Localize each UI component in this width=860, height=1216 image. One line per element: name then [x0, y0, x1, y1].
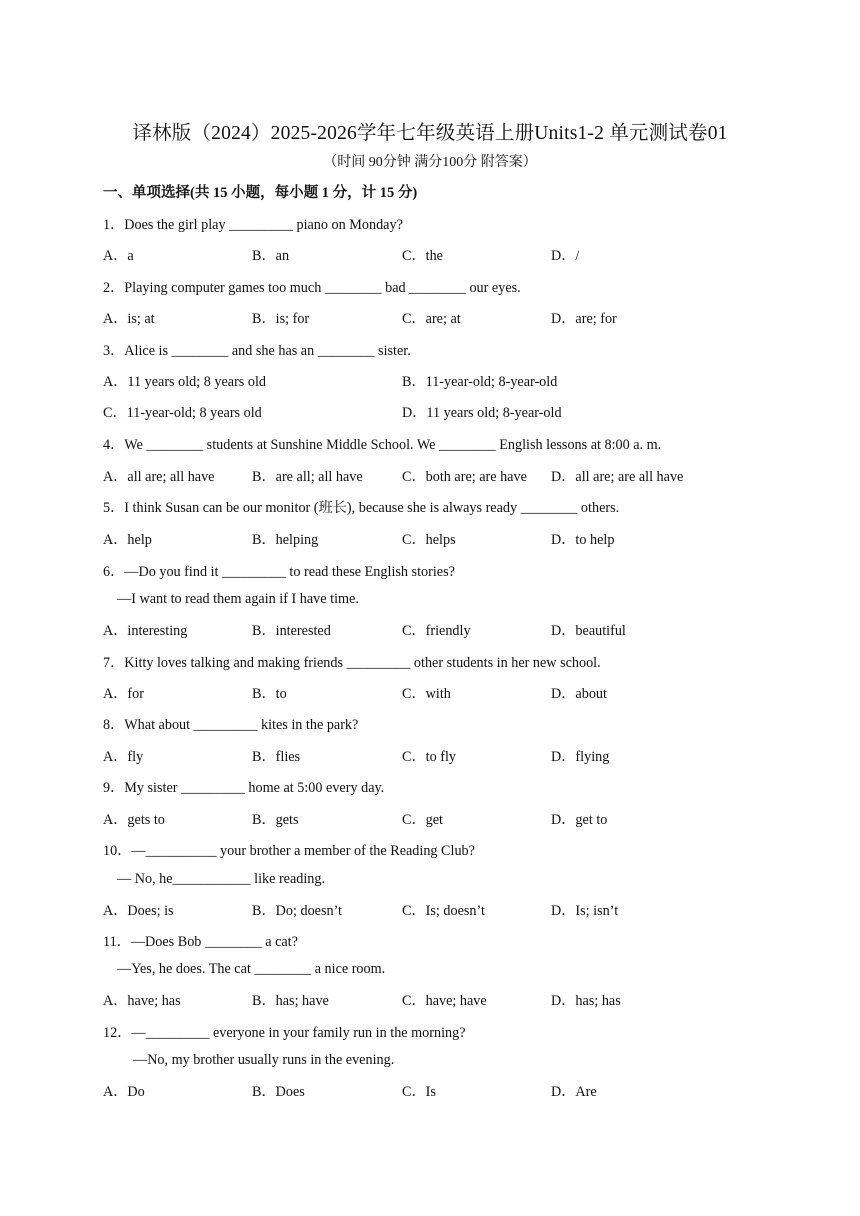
question-8-option-b: B．flies: [252, 749, 301, 765]
document-title: 译林版（2024）2025-2026学年七年级英语上册Units1-2 单元测试卷01: [132, 123, 728, 144]
question-9-option-d: D．get to: [551, 812, 608, 828]
question-11-option-d: D．has; has: [551, 993, 621, 1009]
question-6-option-d: D．beautiful: [551, 623, 626, 639]
question-3-option-a: A．11 years old; 8 years old: [103, 374, 266, 390]
question-12-option-d: D．Are: [551, 1084, 597, 1100]
question-6-reply: —I want to read them again if I have time.: [117, 591, 359, 607]
question-5-option-c: C．helps: [402, 532, 456, 548]
question-12-option-a: A．Do: [103, 1084, 145, 1100]
question-12-option-c: C．Is: [402, 1084, 436, 1100]
question-12-option-b: B．Does: [252, 1084, 305, 1100]
question-7-stem: 7．Kitty loves talking and making friends _________ other students in her new school.: [103, 655, 601, 671]
question-3-option-d: D．11 years old; 8-year-old: [402, 405, 562, 421]
question-5-option-d: D．to help: [551, 532, 615, 548]
section-heading: 一、单项选择(共 15 小题，每小题 1 分，计 15 分): [103, 185, 418, 201]
question-8-stem: 8．What about _________ kites in the park?: [103, 717, 359, 733]
question-5-stem: 5．I think Susan can be our monitor (班长), because she is always ready ________ others.: [103, 500, 620, 516]
question-7-option-b: B．to: [252, 686, 287, 702]
question-9-option-a: A．gets to: [103, 812, 165, 828]
question-12-stem: 12．—_________ everyone in your family run in the morning?: [103, 1025, 466, 1041]
question-1-option-a: A．a: [103, 248, 134, 264]
question-4-option-b: B．are all; all have: [252, 469, 363, 485]
question-6-option-b: B．interested: [252, 623, 331, 639]
question-1-stem: 1．Does the girl play _________ piano on Monday?: [103, 217, 403, 233]
question-10-reply: — No, he___________ like reading.: [117, 871, 326, 887]
question-4-option-a: A．all are; all have: [103, 469, 215, 485]
question-11-option-b: B．has; have: [252, 993, 329, 1009]
question-2-option-c: C．are; at: [402, 311, 461, 327]
question-4-stem: 4．We ________ students at Sunshine Middle School. We ________ English lessons at 8:00 a. m.: [103, 437, 662, 453]
question-11-option-a: A．have; has: [103, 993, 181, 1009]
question-7-option-d: D．about: [551, 686, 607, 702]
question-3-option-b: B．11-year-old; 8-year-old: [402, 374, 558, 390]
question-11-stem: 11．—Does Bob ________ a cat?: [103, 934, 298, 950]
question-10-option-b: B．Do; doesn’t: [252, 903, 342, 919]
document-subtitle: （时间 90分钟 满分100分 附答案）: [323, 155, 537, 170]
question-6-option-c: C．friendly: [402, 623, 471, 639]
question-12-reply: —No, my brother usually runs in the evening.: [133, 1052, 395, 1068]
question-6-stem: 6．—Do you find it _________ to read these English stories?: [103, 564, 455, 580]
question-1-option-c: C．the: [402, 248, 443, 264]
question-9-option-b: B．gets: [252, 812, 299, 828]
question-10-option-a: A．Does; is: [103, 903, 174, 919]
question-10-stem: 10．—__________ your brother a member of the Reading Club?: [103, 843, 475, 859]
question-1-option-d: D．/: [551, 248, 580, 264]
question-10-option-d: D．Is; isn’t: [551, 903, 619, 919]
question-4-option-d: D．all are; are all have: [551, 469, 684, 485]
question-9-option-c: C．get: [402, 812, 443, 828]
question-10-option-c: C．Is; doesn’t: [402, 903, 485, 919]
question-11-option-c: C．have; have: [402, 993, 487, 1009]
question-2-option-b: B．is; for: [252, 311, 310, 327]
question-2-option-a: A．is; at: [103, 311, 155, 327]
question-1-option-b: B．an: [252, 248, 290, 264]
question-5-option-a: A．help: [103, 532, 152, 548]
question-2-option-d: D．are; for: [551, 311, 617, 327]
question-7-option-c: C．with: [402, 686, 451, 702]
question-8-option-a: A．fly: [103, 749, 144, 765]
question-3-stem: 3．Alice is ________ and she has an ________ sister.: [103, 343, 411, 359]
question-11-reply: —Yes, he does. The cat ________ a nice room.: [117, 961, 386, 977]
question-7-option-a: A．for: [103, 686, 144, 702]
question-9-stem: 9．My sister _________ home at 5:00 every day.: [103, 780, 385, 796]
question-5-option-b: B．helping: [252, 532, 319, 548]
question-2-stem: 2．Playing computer games too much ________ bad ________ our eyes.: [103, 280, 521, 296]
question-8-option-c: C．to fly: [402, 749, 456, 765]
question-8-option-d: D．flying: [551, 749, 610, 765]
question-4-option-c: C．both are; are have: [402, 469, 527, 485]
question-3-option-c: C．11-year-old; 8 years old: [103, 405, 262, 421]
question-6-option-a: A．interesting: [103, 623, 188, 639]
